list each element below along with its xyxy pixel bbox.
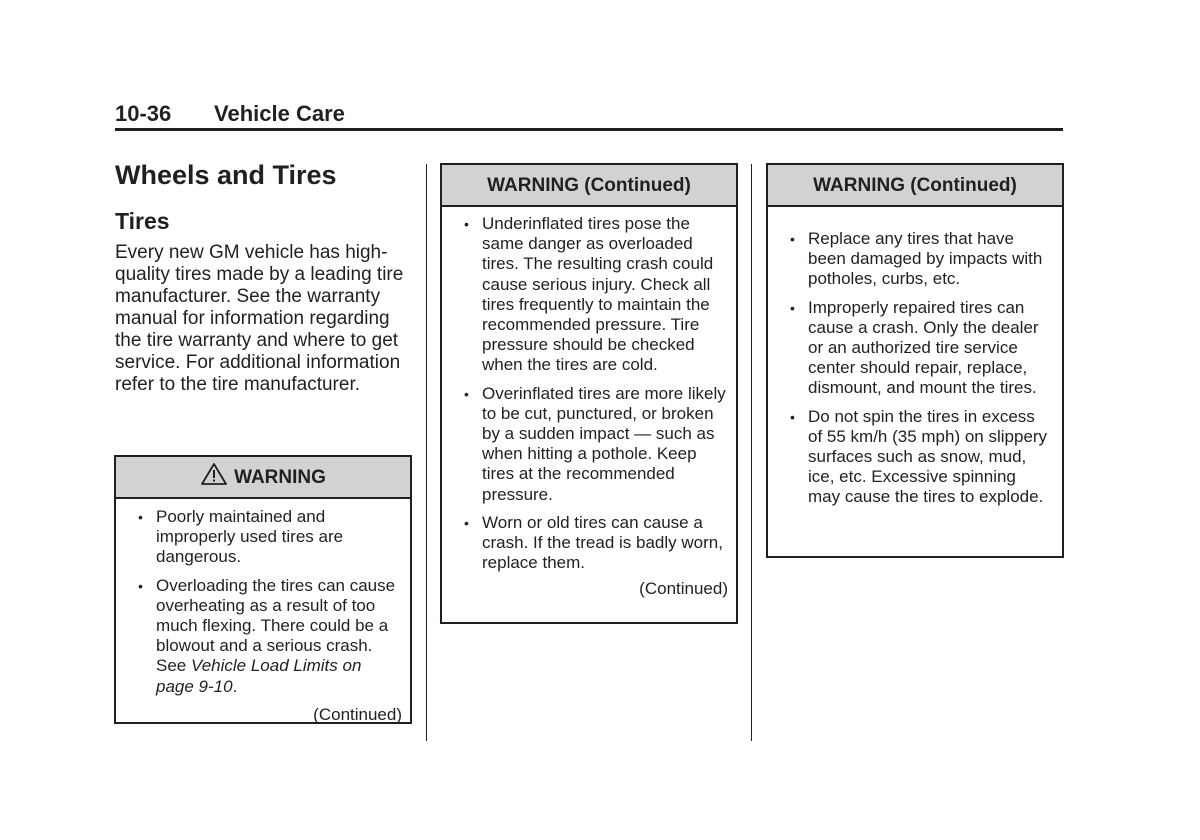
warning-item-text: Underinflated tires pose the same danger as overloaded tires. The resulting crash could cause serious injury. Check all tires frequently to maintain the recommended pressure. Tire pressure should be checked when the tires are cold. bbox=[482, 214, 714, 375]
warning-item-text: Poorly maintained and improperly used tires are dangerous. bbox=[156, 507, 344, 567]
warning-item-text: Improperly repaired tires can cause a crash. Only the dealer or an authorized tire service center should repair, replace, dismount, and mount the tires. bbox=[808, 297, 1039, 398]
warning-body bbox=[442, 207, 736, 605]
continued-label: (Continued) bbox=[313, 704, 402, 724]
warning-header: WARNING (Continued) bbox=[768, 165, 1062, 207]
warning-item-text: Overloading the tires can cause overheating as a result of too much flexing. There could be a blowout and a serious crash. See bbox=[156, 575, 396, 676]
page-number: 10-36 bbox=[115, 101, 172, 126]
warning-item-text: Do not spin the tires in excess of 55 km/h (35 mph) on slippery surfaces such as snow, mud, ice, etc. Excessive spinning may cause the tires to explode. bbox=[808, 406, 1048, 507]
warning-item bbox=[464, 513, 726, 574]
page-heading: Wheels and Tires bbox=[115, 160, 337, 190]
bullet: • bbox=[790, 299, 795, 316]
column-divider-1 bbox=[426, 164, 427, 741]
header-rule bbox=[115, 128, 1063, 131]
warning-item bbox=[138, 576, 400, 697]
column-divider-2 bbox=[751, 164, 752, 741]
warning-item bbox=[790, 229, 1052, 290]
continued-label: (Continued) bbox=[639, 579, 728, 599]
bullet: • bbox=[464, 385, 469, 402]
warning-item bbox=[138, 507, 400, 568]
warning-body bbox=[116, 499, 410, 731]
bullet: • bbox=[790, 408, 795, 425]
subheading: Tires bbox=[115, 208, 170, 234]
warning-item bbox=[790, 298, 1052, 399]
page-header bbox=[115, 101, 1063, 131]
bullet: • bbox=[138, 509, 143, 525]
warning-box-2 bbox=[440, 163, 738, 624]
warning-triangle-icon bbox=[200, 460, 228, 484]
column-1 bbox=[115, 158, 415, 396]
warning-box-1 bbox=[114, 455, 412, 724]
warning-body bbox=[768, 207, 1062, 522]
warning-item-tail: . bbox=[232, 676, 238, 696]
warning-box-3 bbox=[766, 163, 1064, 558]
warning-item-text: Worn or old tires can cause a crash. If the tread is badly worn, replace them. bbox=[482, 512, 723, 573]
warning-header: WARNING (Continued) bbox=[442, 165, 736, 207]
warning-item-text: Replace any tires that have been damaged by impacts with potholes, curbs, etc. bbox=[808, 229, 1043, 289]
warning-header bbox=[116, 457, 410, 499]
bullet: • bbox=[138, 577, 143, 594]
intro-paragraph: Every new GM vehicle has high-quality tires made by a leading tire manufacturer. See the warranty manual for information regarding the tire warranty and where to get service. For additional information refer to the tire manufacturer. bbox=[115, 242, 404, 395]
section-title: Vehicle Care bbox=[214, 101, 345, 126]
warning-item bbox=[790, 407, 1052, 508]
bullet: • bbox=[790, 231, 795, 247]
warning-item bbox=[464, 384, 726, 505]
bullet: • bbox=[464, 216, 469, 232]
warning-item bbox=[464, 214, 726, 376]
warning-item-text: Overinflated tires are more likely to be cut, punctured, or broken by a sudden impact — such as when hitting a pothole. Keep tires at the recommended pressure. bbox=[482, 383, 726, 504]
warning-title: WARNING bbox=[234, 467, 326, 488]
cross-reference-link[interactable]: Vehicle Load Limits on page 9-10 bbox=[156, 656, 362, 696]
bullet: • bbox=[464, 514, 469, 531]
